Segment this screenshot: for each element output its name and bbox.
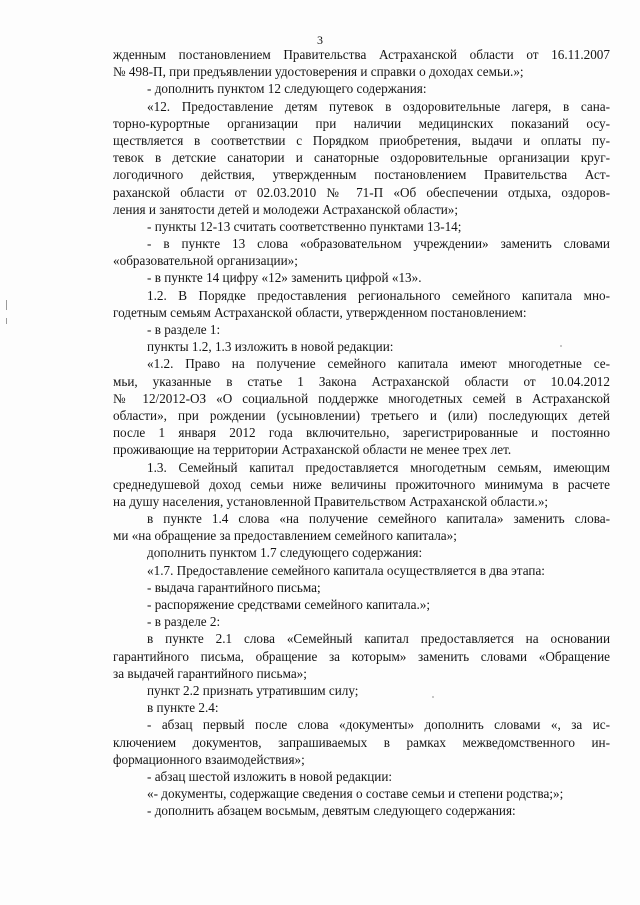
text-line: - в разделе 2:	[147, 614, 221, 630]
text-line: «1.2. Право на получение семейного капитала имеют многодетные се-	[147, 356, 610, 372]
text-line: - абзац первый после слова «документы» дополнить словами «, за ис-	[147, 717, 610, 733]
text-line: ществляется в соответствии с Порядком приобретения, выдачи и оплаты пу-	[113, 132, 610, 148]
text-line: «12. Предоставление детям путевок в оздоровительные лагеря, в сана-	[147, 98, 610, 114]
text-line: годетным семьям Астраханской области, утвержденном постановлением:	[113, 304, 527, 320]
page-number: 3	[317, 33, 323, 47]
text-line: гарантийного письма, обращение за которым» заменить словами «Обращение	[113, 648, 610, 664]
margin-mark	[6, 318, 7, 324]
text-line: в пункте 1.4 слова «на получение семейного капитала» заменить слова-	[147, 511, 610, 527]
text-line: среднедушевой доход семьи ниже величины прожиточного минимума в расчете	[113, 476, 610, 492]
text-line: дополнить пунктом 1.7 следующего содержания:	[147, 545, 423, 561]
text-line: - в пункте 13 слова «образовательном учреждении» заменить словами	[147, 236, 610, 252]
text-line: - в разделе 1:	[147, 322, 221, 337]
text-line: ключением документов, запрашиваемых в рамках межведомственного ин-	[113, 734, 610, 750]
text-line: пункты 1.2, 1.3 изложить в новой редакции:	[147, 339, 394, 355]
text-line: № 12/2012-ОЗ «О социальной поддержке многодетных семей в Астраханской	[113, 390, 610, 406]
text-line: пункт 2.2 признать утратившим силу;	[147, 682, 359, 698]
text-line: области», при рождении (усыновлении) третьего и (или) последующих детей	[113, 407, 610, 423]
text-line: 1.2. В Порядке предоставления регионального семейного капитала мно-	[147, 287, 610, 303]
text-line: на душу населения, установленной Правительством Астраханской области.»;	[113, 493, 549, 509]
text-line: в пункте 2.1 слова «Семейный капитал предоставляется на основании	[147, 631, 610, 647]
text-line: - дополнить пунктом 12 следующего содержания:	[147, 81, 427, 97]
text-line: формационного взаимодействия»;	[113, 751, 305, 767]
text-line: - дополнить абзацем восьмым, девятым следующего содержания:	[147, 803, 516, 819]
text-line: 1.3. Семейный капитал предоставляется многодетным семьям, имеющим	[147, 459, 610, 475]
text-line: «- документы, содержащие сведения о составе семьи и степени родства;»;	[147, 786, 564, 802]
text-line: «образовательной организации»;	[113, 253, 298, 269]
text-line: жденным постановлением Правительства Астраханской области от 16.11.2007	[113, 47, 610, 62]
text-line: проживающие на территории Астраханской области не менее трех лет.	[113, 442, 512, 458]
text-line: ления и занятости детей и молодежи Астраханской области»;	[113, 201, 459, 217]
margin-mark	[6, 300, 7, 310]
text-line: в пункте 2.4:	[147, 700, 219, 716]
text-line: - выдача гарантийного письма;	[147, 579, 321, 595]
text-line: торно-курортные организации при наличии медицинских показаний осу-	[113, 115, 610, 131]
text-line: ми «на обращение за предоставлением семейного капитала»;	[113, 528, 457, 544]
text-line: - абзац шестой изложить в новой редакции:	[147, 768, 393, 784]
text-line: - в пункте 14 цифру «12» заменить цифрой «13».	[147, 270, 422, 286]
text-line: раханской области от 02.03.2010 № 71-П «Об обеспечении отдыха, оздоров-	[113, 184, 610, 200]
text-line: - распоряжение средствами семейного капитала.»;	[147, 597, 431, 612]
document-body	[113, 46, 610, 819]
text-line: после 1 января 2012 года включительно, зарегистрированные и постоянно	[113, 425, 610, 441]
text-line: - пункты 12-13 считать соответственно пунктами 13-14;	[147, 218, 462, 234]
text-line: мьи, указанные в статье 1 Закона Астраханской области от 10.04.2012	[113, 373, 610, 389]
text-line: № 498-П, при предъявлении удостоверения и справки о доходах семьи.»;	[113, 64, 524, 80]
text-line: логодичного действия, утвержденным постановлением Правительства Аст-	[113, 167, 610, 183]
text-line: за выдачей гарантийного письма»;	[113, 665, 307, 681]
text-line: «1.7. Предоставление семейного капитала осуществляется в два этапа:	[147, 562, 545, 578]
text-line: тевок в детские санатории и санаторные оздоровительные организации круг-	[113, 150, 610, 166]
